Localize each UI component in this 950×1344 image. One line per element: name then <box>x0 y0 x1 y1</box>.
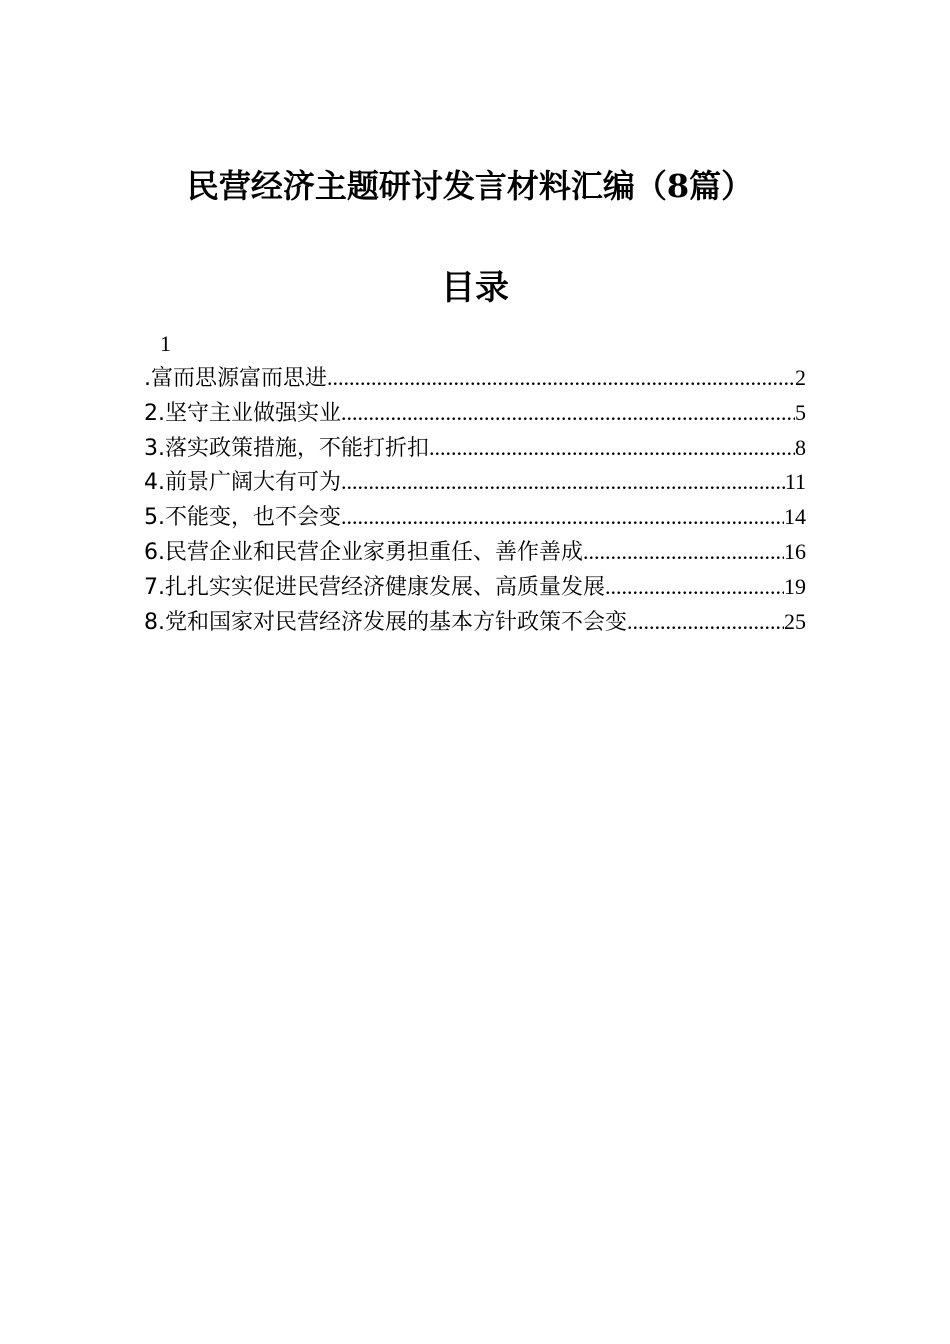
toc-entry[interactable] <box>144 570 806 605</box>
toc-stray-number: 1 <box>160 331 171 356</box>
document-title: 民营经济主题研讨发言材料汇编（8篇） <box>186 167 754 205</box>
toc-page-number: 11 <box>784 469 806 495</box>
toc-dot-leader <box>341 465 785 500</box>
toc-dot-leader <box>627 605 784 640</box>
toc-entry-title: 4.前景广阔大有可为 <box>144 470 341 496</box>
toc-entry-title: 2.坚守主业做强实业 <box>144 400 341 426</box>
toc-entry[interactable] <box>144 361 806 396</box>
toc-page-number: 5 <box>795 399 806 425</box>
toc-entry[interactable] <box>144 396 806 431</box>
toc-page-number: 25 <box>784 608 806 634</box>
table-of-contents <box>144 326 806 639</box>
toc-entry-title: 5.不能变，也不会变 <box>144 505 341 531</box>
toc-entry-title: 7.扎扎实实促进民营经济健康发展、高质量发展 <box>144 574 605 600</box>
toc-heading: 目录 <box>441 268 509 308</box>
toc-page-number: 16 <box>784 538 806 564</box>
toc-entry[interactable] <box>144 500 806 535</box>
toc-entry[interactable] <box>144 431 806 466</box>
toc-page-number: 14 <box>784 504 806 530</box>
toc-dot-leader <box>605 570 784 605</box>
toc-dot-leader <box>429 431 795 466</box>
toc-entry[interactable] <box>144 535 806 570</box>
toc-dot-leader <box>341 500 784 535</box>
toc-page-number: 8 <box>795 434 806 460</box>
toc-page-number: 2 <box>795 365 806 390</box>
toc-entry[interactable] <box>144 605 806 640</box>
toc-entry[interactable] <box>144 465 806 500</box>
toc-entry-title: 8.党和国家对民营经济发展的基本方针政策不会变 <box>144 609 627 635</box>
toc-entry-title: .富而思源富而思进 <box>144 366 327 391</box>
toc-dot-leader <box>327 361 795 396</box>
toc-dot-leader <box>583 535 784 570</box>
toc-entry-title: 6.民营企业和民营企业家勇担重任、善作善成 <box>144 539 583 565</box>
toc-entry-title: 3.落实政策措施，不能打折扣 <box>144 435 429 461</box>
toc-page-number: 19 <box>784 573 806 599</box>
toc-dot-leader <box>341 396 795 431</box>
